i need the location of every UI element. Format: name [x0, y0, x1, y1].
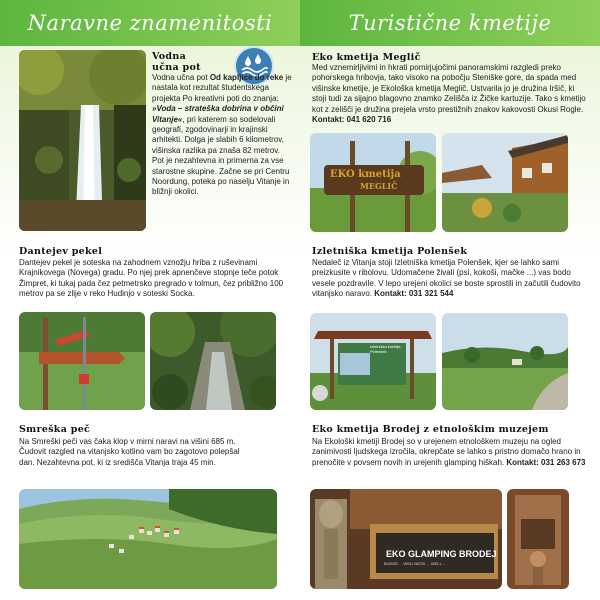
left-header — [0, 0, 300, 46]
polensek-board-text: Izletniška kmetija Polenšek — [370, 344, 401, 354]
dantejev-title: Dantejev pekel — [19, 246, 103, 257]
vodna-spacer: Vodna učna pot — [152, 73, 210, 82]
meglic-text — [312, 63, 588, 125]
meglic-title: Eko kmetija Meglič — [312, 52, 421, 63]
polensek-meadow-photo — [442, 313, 568, 410]
vodna-title-1: Vodna — [152, 51, 187, 62]
brodej-body: Na Ekološki kmetiji Brodej so v urejenem etnološkem muzeju na ogled zanimivosti ljudskega izročila, okrepčate se lahko s pristno domačo hrano in prenočite v povsem novih in urejenih glamping hiškah. — [312, 437, 581, 467]
polensek-body: Nedaleč iz Vitanja stoji Izletniška kmetija Polenšek, kjer se lahko sami preizkusite v ribolovu. Udomačene živali (psi, kokoši, mačke ...) vas bodo vesele pozdravile. V lepo urejeni okolici se boste sprostili in začutili čudovito vitanjsko naravo. — [312, 258, 581, 299]
vodna-p3: , pri katerem so sodelovali geografi, zgodovinarji in krajinski arhitekti. Dolga je slabih 6 kilometrov, višinska razlika pa znaša 82 metrov. Pot je nezahtevna in primerna za vse starostne skupine. Začne se pri Centru Noordung, poteka po naselju Vitanje in bližnji okolici. — [152, 114, 290, 197]
signpost-photo — [19, 312, 145, 410]
brodej-sign-photo — [310, 489, 502, 589]
brodej-contact: Kontakt: 031 263 673 — [506, 457, 586, 467]
meglic-sign-text-2: MEGLIČ — [360, 181, 398, 191]
polensek-board-photo — [310, 313, 436, 410]
brodej-text — [312, 437, 590, 468]
meglic-body: Med vznemirljivimi in hkrati pomirjujočimi panoramskimi razgledi preko pohorskega hribovja, tako visoko na pobočju Steniške gore, da spada med višinske kmetije, je Ekološka kmetija Meglič. Ustvarila jo je družina Iršič, ki stoji tudi za sijajno blagovno znamko Zelišča iz Žičke kartuzije. Tako s kmetijo kot z zelišči je družina prejela vrsto prestižnih znakov kakovosti Okusi Rogle. — [312, 63, 586, 114]
right-header — [300, 0, 600, 46]
vodna-p2: je nastala kot rezultat študentskega projekta Po kreativni poti do znanja: — [152, 73, 292, 103]
gorge-photo — [150, 312, 276, 410]
valley-photo — [19, 489, 277, 589]
vodna-text — [152, 73, 292, 198]
left-header-title: Naravne znamenitosti — [27, 11, 273, 35]
meglic-sign-photo — [310, 133, 436, 232]
waterfall-photo — [19, 50, 146, 231]
smreska-text: Na Smreški peči vas čaka klop v mirni naravi na višini 685 m. Čudovit razgled na vitanjsko kotlino vam bo zagotovo polepšal dan. Nezahtevna pot, ki iz središča Vitanja traja 45 min. — [19, 437, 240, 467]
meglic-contact: Kontakt: 041 620 716 — [312, 115, 392, 125]
polensek-text — [312, 258, 590, 300]
dantejev-text: Dantejev pekel je soteska na zahodnem vznožju hriba z ruševinami Krajnikovega (Novega) gradu. Po njej prek apnenčeve stopnje teče potok Žimpret, ki tukaj pada čez petmetrsko pregrado v tolmun, čez približno 100 metrov pa se zlije v reko Hudinjo v soteski Socka. — [19, 258, 284, 299]
brodej-carving-photo — [507, 489, 569, 589]
polensek-title: Izletniška kmetija Polenšek — [312, 246, 468, 257]
vodna-title-2: učna pot — [152, 62, 201, 73]
vodna-italic: »Voda – strateška dobrina v občini Vitanje« — [152, 104, 284, 124]
vodna-bold: Od kapljice do reke — [209, 73, 284, 82]
right-header-title: Turistične kmetije — [348, 11, 552, 35]
meglic-farm-photo — [442, 133, 568, 232]
meglic-sign-text-1: EKO kmetija — [330, 169, 401, 180]
right-column — [300, 0, 600, 600]
brodej-title: Eko kmetija Brodej z etnološkim muzejem — [312, 424, 549, 435]
polensek-contact: Kontakt: 031 321 544 — [374, 289, 454, 299]
brodej-sign-text: EKO GLAMPING BRODEJ — [386, 549, 497, 559]
brodej-sign-small: BUDDE ... WELLNESS ... WELL... — [384, 561, 446, 566]
smreska-title: Smreška peč — [19, 424, 91, 435]
